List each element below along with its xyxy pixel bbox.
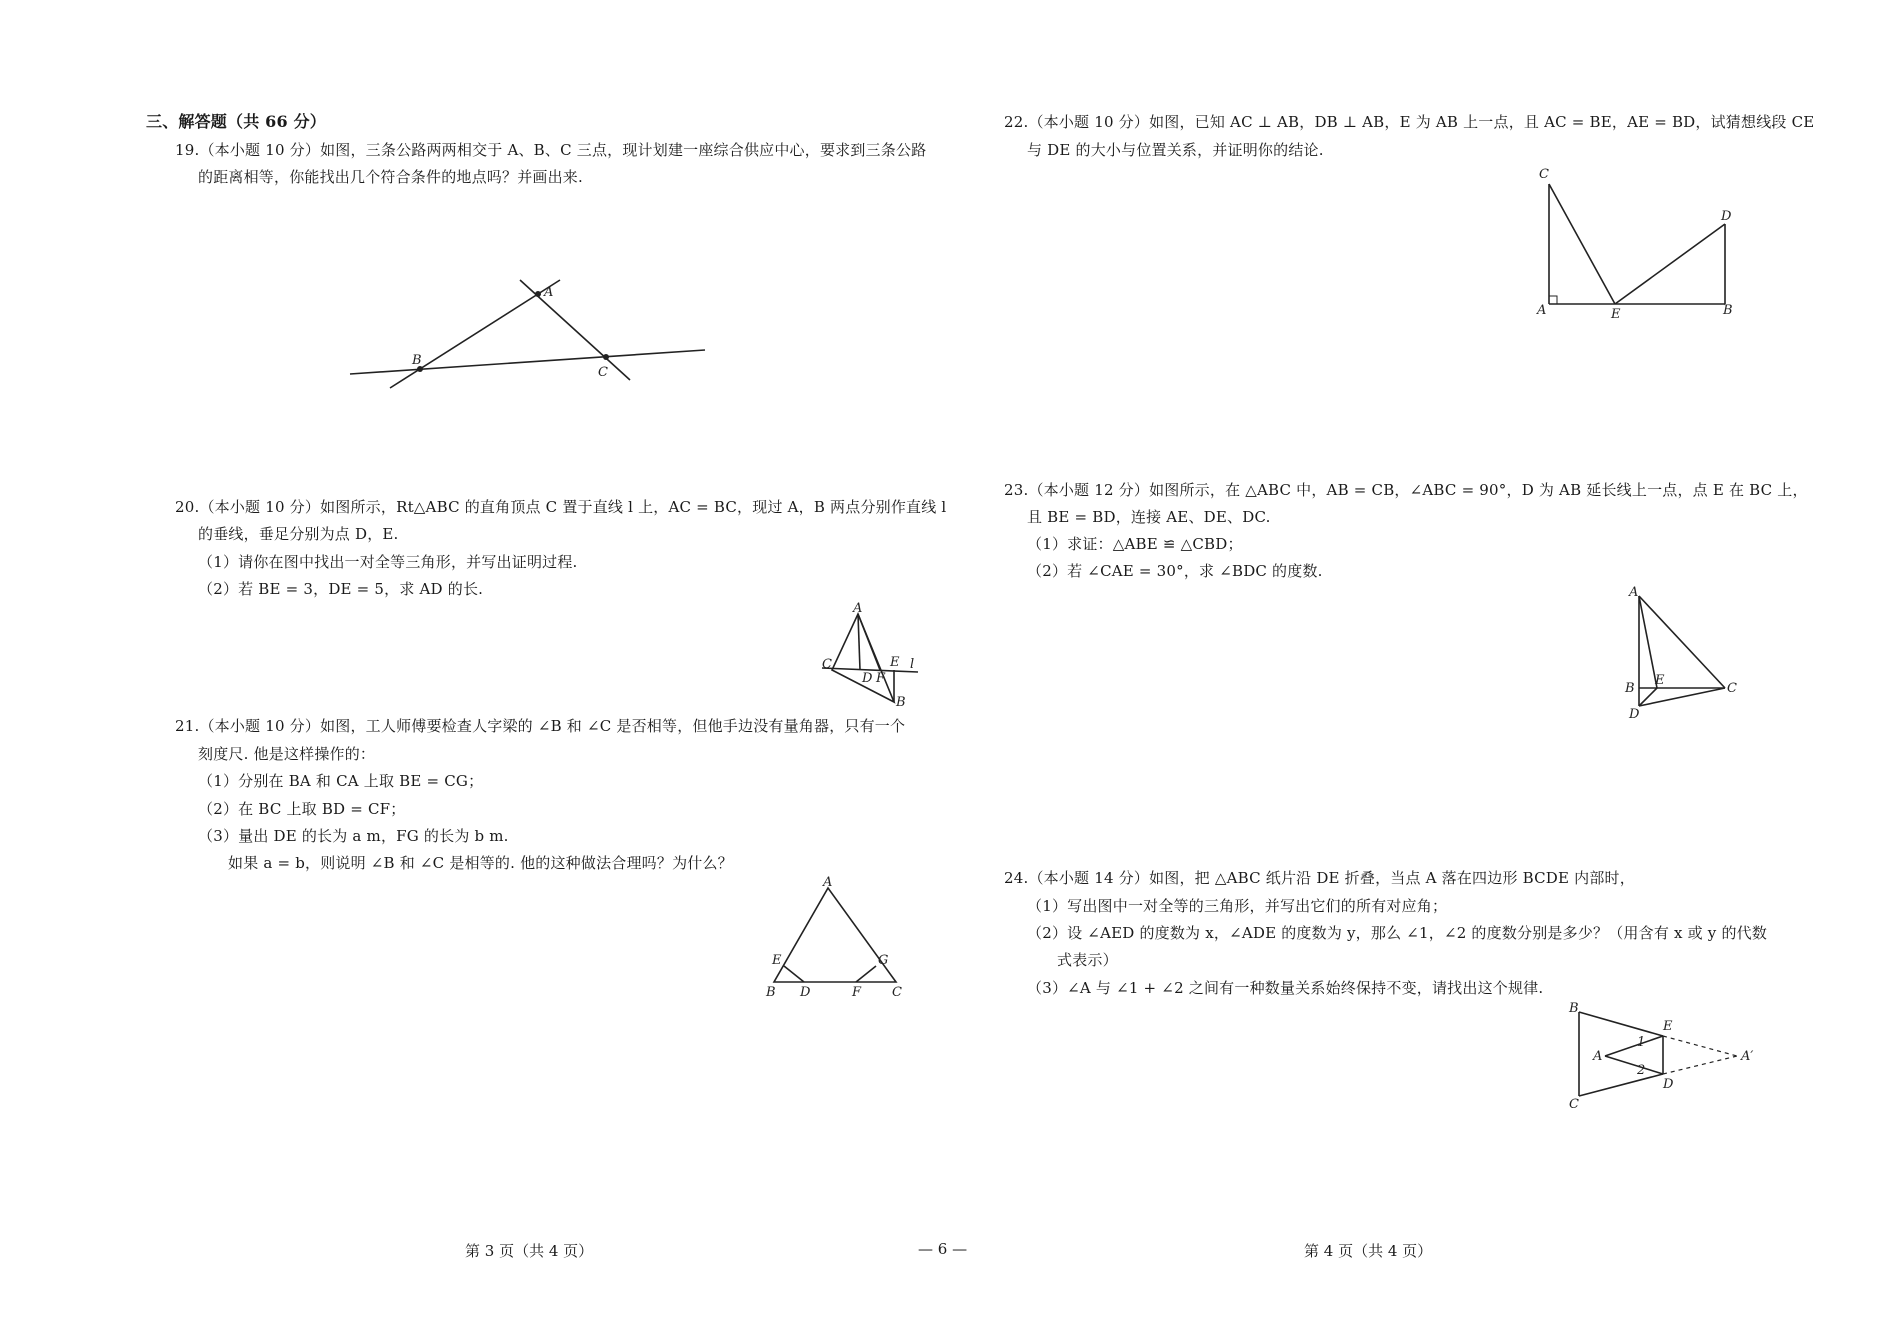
q20-line1: 20.（本小题 10 分）如图所示，Rt△ABC 的直角顶点 C 置于直线 l 上，AC = BC，现过 A，B 两点分别作直线 l bbox=[175, 498, 947, 516]
q20-item2: （2）若 BE = 3，DE = 5，求 AD 的长. bbox=[198, 580, 484, 598]
segment-ad bbox=[1605, 1056, 1663, 1074]
point-c bbox=[603, 354, 609, 360]
q23-line1: 23.（本小题 12 分）如图所示，在 △ABC 中，AB = CB，∠ABC = 90°，D 为 AB 延长线上一点，点 E 在 BC 上， bbox=[1004, 481, 1808, 499]
label-e: E bbox=[772, 953, 782, 968]
label-angle-2: 2 bbox=[1637, 1063, 1646, 1078]
label-a-prime: A′ bbox=[1741, 1049, 1754, 1064]
segment-fg bbox=[856, 966, 876, 982]
segment-af bbox=[858, 614, 880, 670]
road-ab-line bbox=[390, 280, 560, 388]
right-angle-mark bbox=[1549, 296, 1557, 304]
label-c: C bbox=[1539, 167, 1549, 182]
segment-cd bbox=[1579, 1074, 1663, 1096]
dashed-da bbox=[1663, 1056, 1737, 1074]
section-title: 三、解答题（共 66 分） bbox=[146, 112, 327, 131]
q19-line1: 19.（本小题 10 分）如图，三条公路两两相交于 A、B、C 三点，现计划建一座综合供应中心，要求到三条公路 bbox=[175, 141, 927, 159]
label-e: E bbox=[1663, 1019, 1673, 1034]
perp-ad bbox=[858, 614, 860, 670]
q23-figure bbox=[1625, 585, 1737, 728]
segment-be bbox=[1579, 1012, 1663, 1036]
q21-item4: 如果 a = b，则说明 ∠B 和 ∠C 是相等的. 他的这种做法合理吗？为什么？ bbox=[228, 854, 733, 872]
label-g: G bbox=[878, 953, 889, 968]
q23-item2: （2）若 ∠CAE = 30°，求 ∠BDC 的度数. bbox=[1027, 562, 1323, 580]
q22-figure bbox=[1519, 166, 1759, 326]
q21-figure bbox=[760, 875, 910, 1000]
q24-item2b: 式表示） bbox=[1057, 951, 1118, 969]
q22-line2: 与 DE 的大小与位置关系，并证明你的结论. bbox=[1027, 141, 1324, 159]
q19-figure bbox=[340, 270, 720, 400]
label-e: E bbox=[1655, 673, 1665, 688]
label-e: E bbox=[890, 655, 900, 670]
label-c: C bbox=[1727, 681, 1737, 696]
label-e: E bbox=[1611, 307, 1621, 322]
label-d: D bbox=[800, 985, 811, 1000]
dashed-ea bbox=[1663, 1036, 1737, 1056]
q21-item3: （3）量出 DE 的长为 a m，FG 的长为 b m. bbox=[198, 827, 509, 845]
label-d: D bbox=[1721, 209, 1732, 224]
label-a: A bbox=[1593, 1049, 1603, 1064]
label-l: l bbox=[910, 657, 915, 672]
footer-center: — 6 — bbox=[918, 1240, 968, 1258]
segment-de bbox=[1615, 224, 1725, 304]
label-b: B bbox=[1723, 303, 1733, 318]
label-c: C bbox=[1569, 1097, 1579, 1112]
q24-item3: （3）∠A 与 ∠1 + ∠2 之间有一种数量关系始终保持不变，请找出这个规律. bbox=[1027, 979, 1544, 997]
q20-figure bbox=[820, 602, 920, 712]
q24-item1: （1）写出图中一对全等的三角形，并写出它们的所有对应角； bbox=[1027, 897, 1448, 915]
label-d: D bbox=[862, 671, 873, 686]
q23-item1: （1）求证：△ABE ≌ △CBD； bbox=[1027, 535, 1243, 553]
label-b: B bbox=[766, 985, 776, 1000]
label-a: A bbox=[853, 601, 863, 616]
label-b: B bbox=[1569, 1001, 1579, 1016]
road-bc-line bbox=[350, 350, 705, 374]
q22-line1: 22.（本小题 10 分）如图，已知 AC ⊥ AB，DB ⊥ AB，E 为 AB 上一点，且 AC = BE，AE = BD，试猜想线段 CE bbox=[1004, 113, 1815, 131]
label-b: B bbox=[412, 353, 422, 368]
label-f: F bbox=[852, 985, 862, 1000]
label-f: F bbox=[876, 671, 886, 686]
q19-line2: 的距离相等，你能找出几个符合条件的地点吗？并画出来. bbox=[198, 168, 583, 186]
q24-line1: 24.（本小题 14 分）如图，把 △ABC 纸片沿 DE 折叠，当点 A 落在四边形 BCDE 内部时， bbox=[1004, 869, 1635, 887]
q23-line2: 且 BE = BD，连接 AE、DE、DC. bbox=[1027, 508, 1271, 526]
q24-item2a: （2）设 ∠AED 的度数为 x，∠ADE 的度数为 y，那么 ∠1，∠2 的度数分别是多少？（用含有 x 或 y 的代数 bbox=[1027, 924, 1768, 942]
label-c: C bbox=[822, 657, 832, 672]
label-angle-1: 1 bbox=[1637, 1035, 1646, 1050]
segment-de bbox=[784, 966, 804, 982]
label-a: A bbox=[823, 875, 833, 890]
q21-item2: （2）在 BC 上取 BD = CF； bbox=[198, 800, 406, 818]
segment-ae bbox=[1605, 1036, 1663, 1056]
q20-line2: 的垂线，垂足分别为点 D，E. bbox=[198, 525, 399, 543]
label-c: C bbox=[598, 365, 608, 380]
label-d: D bbox=[1629, 707, 1640, 722]
label-c: C bbox=[892, 985, 902, 1000]
q21-item1: （1）分别在 BA 和 CA 上取 BE = CG； bbox=[198, 772, 484, 790]
point-a bbox=[535, 291, 541, 297]
label-a: A bbox=[544, 285, 554, 300]
q20-item1: （1）请你在图中找出一对全等三角形，并写出证明过程. bbox=[198, 553, 578, 571]
q21-line2: 刻度尺. 他是这样操作的： bbox=[198, 745, 376, 763]
q24-figure bbox=[1559, 1000, 1789, 1112]
footer-left: 第 3 页（共 4 页） bbox=[465, 1242, 594, 1260]
label-b: B bbox=[896, 695, 906, 710]
right-page bbox=[939, 0, 1878, 1326]
segment-ac bbox=[1639, 596, 1725, 688]
label-a: A bbox=[1537, 303, 1547, 318]
segment-dc bbox=[1639, 688, 1725, 706]
footer-right: 第 4 页（共 4 页） bbox=[1304, 1242, 1433, 1260]
label-b: B bbox=[1625, 681, 1635, 696]
label-d: D bbox=[1663, 1077, 1674, 1092]
label-a: A bbox=[1629, 585, 1639, 600]
q21-line1: 21.（本小题 10 分）如图，工人师傅要检查人字梁的 ∠B 和 ∠C 是否相等，但他手边没有量角器，只有一个 bbox=[175, 717, 906, 735]
segment-ce bbox=[1549, 184, 1615, 304]
